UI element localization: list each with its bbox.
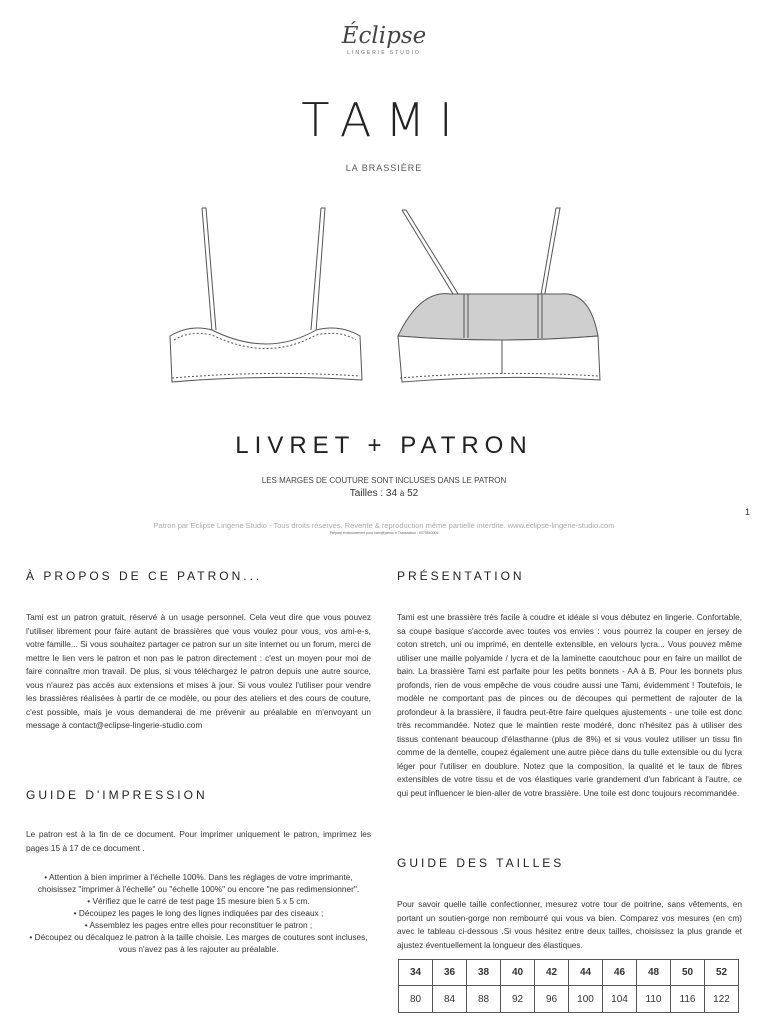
- measure-cell: 96: [535, 986, 569, 1013]
- measure-cell: 110: [637, 986, 671, 1013]
- measure-cell: 100: [569, 986, 603, 1013]
- size-cell: 34: [399, 960, 433, 986]
- sizes-end: 52: [407, 488, 419, 499]
- size-table: [398, 959, 739, 1013]
- license-note: Préparé exclusivement pour kam@yahoo.fr Transaction : 0070540009: [329, 531, 439, 535]
- size-cell: 52: [705, 960, 739, 986]
- list-item: • Vérifiez que le carré de test page 15 mesure bien 5 x 5 cm.: [87, 896, 310, 906]
- table-row: [399, 986, 739, 1013]
- pattern-subtitle: LA BRASSIÈRE: [345, 163, 423, 173]
- measure-cell: 84: [433, 986, 467, 1013]
- about-text: Tami est un patron gratuit, réservé à un usage personnel. Cela veut dire que vous pouvez l'utiliser librement pour faire autant de brassières que vous voulez pour vous, vos ami-e-s, votre famille... Si vous souhaitez partager ce patron sur un site internet ou un forum, merci de mettre le lien vers le patron et non pas le patron directement : c'est un moyen pour moi de faire connaître mon travail. De plus, si vous téléchargez le patron depuis une autre source, vous n'aurez pas accès aux extensions et mises à jour. Si vous voulez l'utiliser pour vendre les brassières réalisées à partir de ce modèle, ou pour des ateliers et des cours de couture, c'est possible, mais je vous demanderai de me prévenir au préalable en m'envoyant un message à contact@eclipse-lingerie-studio.com: [26, 612, 371, 730]
- list-item: • Découpez ou décalquez le patron à la taille choisie. Les marges de coutures sont incluses, vous n'avez pas à les rajouter au préalable.: [29, 932, 368, 954]
- presentation-heading: PRÉSENTATION: [397, 569, 525, 583]
- presentation-text: Tami est une brassière très facile à coudre et idéale si vous débutez en lingerie. Confortable, sa coupe basique s'accorde avec toutes vos envies : vous pourrez la couper en jersey de coton stretch, uni ou imprimé, en dentelle extensible, en velours lycra... Vous pouvez même utiliser une maille polyamide / lycra et de la laminette caoutchouc pour en faire un maillot de bain. La brassière Tami est parfaite pour les petits bonnets - AA à B. Pour les bonnets plus profonds, rien de vous empêche de vous coudre aussi une Tami, évidemment ! Toutefois, le modèle ne comportant pas de pinces ou de découpes qui permettent de rajouter de la profondeur à la brassière, il faudra peut-être faire quelques ajustements - une toile est donc très recommandée. Notez que le maintien reste modéré, donc n'hésitez pas à utiliser des tissus contenant beaucoup d'élasthanne (plus de 8%) et si vous voulez utiliser un tissu fin comme de la dentelle, coupez également une autre pièce dans du tulle extensible ou du lycra léger pour l'utiliser en doublure. Notez que la composition, la qualité et le taux de fibres extensibles de votre tissu et de vos élastiques varie grandement d'un fabricant à l'autre, ce qui peut influencer le bien-aller de votre brassière. Une toile est donc toujours recommandée.: [397, 612, 742, 798]
- size-cell: 50: [671, 960, 705, 986]
- sizes-start: : 34: [380, 488, 398, 499]
- list-item: • Attention à bien imprimer à l'échelle 100%. Dans les réglages de votre imprimante, choisissez "imprimer à l'échelle" ou "échelle 100%" ou encore "ne pas redimensionner".: [37, 872, 360, 894]
- size-cell: 40: [501, 960, 535, 986]
- size-cell: 42: [535, 960, 569, 986]
- front-view-drawing: [170, 208, 362, 382]
- table-row: [399, 960, 739, 986]
- sizes-to: à: [399, 489, 405, 498]
- size-cell: 38: [467, 960, 501, 986]
- measure-cell: 104: [603, 986, 637, 1013]
- size-cell: 44: [569, 960, 603, 986]
- measure-cell: 116: [671, 986, 705, 1013]
- pattern-title: TAMI: [301, 93, 467, 147]
- booklet-label: LIVRET + PATRON: [235, 432, 533, 459]
- brand-tagline: LINGERIE STUDIO: [347, 50, 421, 56]
- about-heading: À PROPOS DE CE PATRON...: [26, 569, 263, 583]
- technical-drawings: [150, 198, 620, 398]
- copyright-note: Patron par Eclipse Lingerie Studio - Tous droits réservés. Revente & reproduction même partielle interdite. www.eclipse-lingerie-studio.com: [153, 521, 615, 530]
- print-guide-intro: Le patron est à la fin de ce document. Pour imprimer uniquement le patron, imprimez les pages 15 à 17 de ce document .: [26, 829, 371, 853]
- size-cell: 36: [433, 960, 467, 986]
- sizes-range: [0, 488, 768, 499]
- size-guide-text: Pour savoir quelle taille confectionner, mesurez votre tour de poitrine, sans vêtements, en portant un soutien-gorge non rembourré qui vous va bien. Comparez vos mesures (en cm) avec le tableau ci-dessous .Si vous hésitez entre deux tailles, choisissez la plus grande et ajustez éventuellement la longueur des élastiques.: [397, 899, 742, 950]
- size-guide-heading: GUIDE DES TAILLES: [397, 856, 565, 870]
- size-cell: 48: [637, 960, 671, 986]
- brand-name: Éclipse: [341, 23, 427, 49]
- back-view-drawing: [398, 208, 600, 382]
- seam-allowance-note: LES MARGES DE COUTURE SONT INCLUSES DANS LE PATRON: [261, 476, 507, 485]
- sizes-label: Tailles: [349, 488, 378, 499]
- measure-cell: 88: [467, 986, 501, 1013]
- measure-cell: 122: [705, 986, 739, 1013]
- measure-cell: 92: [501, 986, 535, 1013]
- list-item: • Assemblez les pages entre elles pour reconstituer le patron ;: [84, 920, 313, 930]
- brand-logo: [0, 22, 768, 56]
- print-guide-heading: GUIDE D'IMPRESSION: [26, 788, 208, 802]
- print-guide-list: [26, 871, 371, 955]
- page-number: 1: [745, 507, 751, 517]
- measure-cell: 80: [399, 986, 433, 1013]
- size-cell: 46: [603, 960, 637, 986]
- list-item: • Découpez les pages le long des lignes indiquées par des ciseaux ;: [73, 908, 324, 918]
